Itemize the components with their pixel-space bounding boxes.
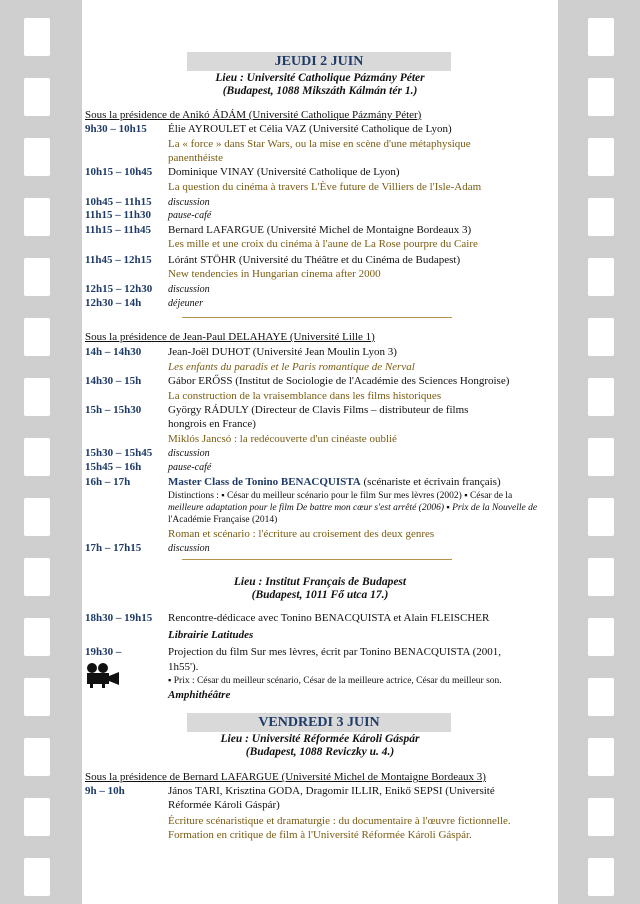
- sprocket-hole: [24, 498, 50, 536]
- sprocket-hole: [588, 378, 614, 416]
- film-strip-left: [0, 0, 82, 904]
- event-place: Librairie Latitudes: [168, 629, 254, 641]
- time-slot: 15h30 – 15h45: [85, 447, 153, 459]
- sprocket-hole: [588, 258, 614, 296]
- talk-title-cont: Formation en critique de film à l'Université Réformée Károli Gáspár.: [168, 829, 472, 841]
- session-presidency: Sous la présidence de Jean-Paul DELAHAYE (Université Lille 1): [85, 331, 375, 343]
- talk-title: Miklós Jancsó : la redécouverte d'un cinéaste oublié: [168, 433, 397, 445]
- time-slot: 16h – 17h: [85, 476, 131, 488]
- distinctions: l'Académie Française (2014): [168, 515, 278, 525]
- sprocket-hole: [24, 738, 50, 776]
- talk-title: Roman et scénario : l'écriture au croisement des deux genres: [168, 528, 435, 540]
- sprocket-hole: [588, 78, 614, 116]
- speaker-cont: hongrois en France): [168, 418, 256, 430]
- speaker: György RÁDULY (Directeur de Clavis Films – distributeur de films: [168, 404, 469, 416]
- sprocket-hole: [24, 258, 50, 296]
- time-slot: 17h – 17h15: [85, 542, 142, 554]
- talk-title: New tendencies in Hungarian cinema after 2000: [168, 268, 381, 280]
- sprocket-hole: [588, 558, 614, 596]
- time-slot: 15h – 15h30: [85, 404, 142, 416]
- event-text: Rencontre-dédicace avec Tonino BENACQUISTA et Alain FLEISCHER: [168, 612, 490, 624]
- time-slot: 14h30 – 15h: [85, 375, 142, 387]
- talk-title-cont: panenthéiste: [168, 152, 223, 164]
- time-slot: 9h – 10h: [85, 785, 125, 797]
- sprocket-hole: [24, 618, 50, 656]
- break-note: pause-café: [168, 462, 212, 473]
- speaker: János TARI, Krisztina GODA, Dragomir ILLIR, Enikő SEPSI (Université: [168, 785, 495, 797]
- sprocket-hole: [24, 78, 50, 116]
- sprocket-hole: [588, 678, 614, 716]
- sprocket-hole: [24, 558, 50, 596]
- venue-name: Lieu : Institut Français de Budapest: [233, 576, 407, 588]
- talk-title: La question du cinéma à travers L'Ève future de Villiers de l'Isle-Adam: [168, 181, 482, 193]
- sprocket-hole: [588, 618, 614, 656]
- time-slot: 18h30 – 19h15: [85, 612, 153, 624]
- break-note: discussion: [168, 284, 210, 295]
- sprocket-hole: [24, 678, 50, 716]
- event-text-cont: 1h55').: [168, 661, 199, 673]
- break-note: pause-café: [168, 210, 212, 221]
- session-presidency: Sous la présidence de Bernard LAFARGUE (Université Michel de Montaigne Bordeaux 3): [85, 771, 486, 783]
- event-place: Amphithéâtre: [168, 689, 231, 701]
- sprocket-hole: [588, 798, 614, 836]
- distinctions: Distinctions : ▪ César du meilleur scénario pour le film Sur mes lèvres (2002) ▪ César de la: [168, 491, 513, 501]
- sprocket-hole: [24, 438, 50, 476]
- day-title: VENDREDI 3 JUIN: [187, 713, 451, 732]
- sprocket-hole: [588, 138, 614, 176]
- time-slot: 9h30 – 10h15: [85, 123, 147, 135]
- break-note: discussion: [168, 197, 210, 208]
- distinctions: meilleure adaptation pour le film De battre mon cœur s'est arrêté (2006) ▪ Prix de la Nouvelle de: [168, 503, 538, 513]
- sprocket-hole: [24, 318, 50, 356]
- time-slot: 10h45 – 11h15: [85, 196, 152, 208]
- venue-address: (Budapest, 1088 Mikszáth Kálmán tér 1.): [222, 85, 418, 97]
- venue-address: (Budapest, 1088 Reviczky u. 4.): [245, 746, 395, 758]
- sprocket-hole: [24, 198, 50, 236]
- prix-list: ▪ Prix : César du meilleur scénario, César de la meilleure actrice, César du meilleur son.: [168, 676, 502, 686]
- sprocket-hole: [24, 18, 50, 56]
- sprocket-hole: [588, 858, 614, 896]
- sprocket-hole: [24, 798, 50, 836]
- program-page: [82, 0, 558, 904]
- sprocket-hole: [588, 318, 614, 356]
- sprocket-hole: [588, 438, 614, 476]
- venue-name: Lieu : Université Catholique Pázmány Péter: [215, 72, 425, 84]
- movie-camera-icon: [84, 662, 122, 693]
- speaker-cont: Réformée Károli Gáspár): [168, 799, 280, 811]
- sprocket-hole: [24, 378, 50, 416]
- sprocket-hole: [588, 738, 614, 776]
- time-slot: 19h30 –: [85, 646, 122, 658]
- time-slot: 11h15 – 11h30: [85, 209, 152, 221]
- break-note: discussion: [168, 543, 210, 554]
- speaker: [168, 476, 501, 488]
- speaker: Lóránt STÖHR (Université du Théâtre et du Cinéma de Budapest): [168, 254, 461, 266]
- time-slot: 11h15 – 11h45: [85, 224, 152, 236]
- sprocket-hole: [588, 498, 614, 536]
- sprocket-hole: [24, 138, 50, 176]
- talk-title: Les mille et une croix du cinéma à l'aune de La Rose pourpre du Caire: [168, 238, 478, 250]
- venue-address: (Budapest, 1011 Fő utca 17.): [251, 589, 389, 601]
- talk-title: La construction de la vraisemblance dans les films historiques: [168, 390, 442, 402]
- sprocket-hole: [24, 858, 50, 896]
- break-note: déjeuner: [168, 298, 203, 309]
- section-divider: [182, 317, 452, 318]
- speaker: Gábor ERŐSS (Institut de Sociologie de l'Académie des Sciences Hongroise): [168, 375, 510, 387]
- talk-title: Écriture scénaristique et dramaturgie : du documentaire à l'œuvre fictionnelle.: [168, 815, 511, 827]
- film-strip-right: [558, 0, 640, 904]
- day-title: JEUDI 2 JUIN: [187, 52, 451, 71]
- section-divider: [182, 559, 452, 560]
- time-slot: 15h45 – 16h: [85, 461, 142, 473]
- time-slot: 14h – 14h30: [85, 346, 142, 358]
- speaker: Élie AYROULET et Célia VAZ (Université Catholique de Lyon): [168, 123, 452, 135]
- sprocket-hole: [588, 18, 614, 56]
- time-slot: 12h15 – 12h30: [85, 283, 153, 295]
- time-slot: 10h15 – 10h45: [85, 166, 153, 178]
- speaker: Bernard LAFARGUE (Université Michel de Montaigne Bordeaux 3): [168, 224, 472, 236]
- speaker: Dominique VINAY (Université Catholique de Lyon): [168, 166, 400, 178]
- sprocket-hole: [588, 198, 614, 236]
- speaker: Jean-Joël DUHOT (Université Jean Moulin Lyon 3): [168, 346, 397, 358]
- break-note: discussion: [168, 448, 210, 459]
- time-slot: 11h45 – 12h15: [85, 254, 152, 266]
- talk-title: La « force » dans Star Wars, ou la mise en scène d'une métaphysique: [168, 138, 471, 150]
- master-class-title: Master Class de Tonino BENACQUISTA: [168, 476, 361, 488]
- speaker-role: (scénariste et écrivain français): [363, 476, 501, 488]
- event-text: Projection du film Sur mes lèvres, écrit par Tonino BENACQUISTA (2001,: [168, 646, 501, 658]
- session-presidency: Sous la présidence de Anikó ÁDÁM (Université Catholique Pázmány Péter): [85, 109, 422, 121]
- talk-title: Les enfants du paradis et le Paris romantique de Nerval: [168, 361, 415, 373]
- venue-name: Lieu : Université Réformée Károli Gáspár: [220, 733, 420, 745]
- time-slot: 12h30 – 14h: [85, 297, 142, 309]
